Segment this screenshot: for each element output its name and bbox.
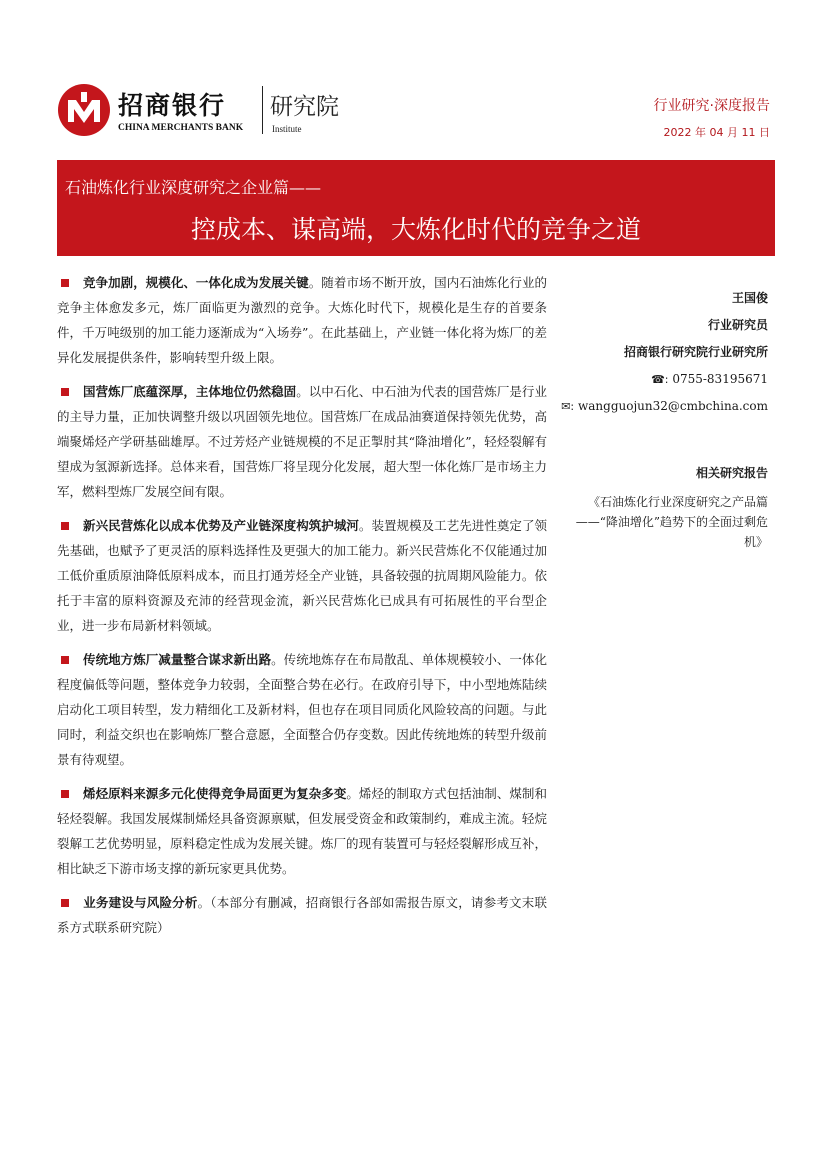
- related-report-item[interactable]: 《石油炼化行业深度研究之产品篇——“降油增化”趋势下的全面过剩危机》: [575, 495, 768, 549]
- phone-icon: ☎:: [651, 373, 669, 386]
- paragraph-lead: 竞争加剧，规模化、一体化成为发展关键: [83, 275, 309, 290]
- summary-paragraph-3: [57, 513, 547, 638]
- report-type: 行业研究·深度报告: [653, 98, 770, 114]
- paragraph-lead: 国营炼厂底蕴深厚，主体地位仍然稳固: [83, 384, 297, 399]
- summary-paragraph-1: [57, 270, 547, 370]
- cmb-logo-icon: [58, 84, 110, 136]
- summary-paragraph-2: [57, 379, 547, 504]
- logo-divider: [262, 86, 263, 134]
- email-icon: ✉:: [561, 400, 575, 413]
- square-bullet-icon: [61, 790, 69, 798]
- square-bullet-icon: [61, 656, 69, 664]
- paragraph-lead: 传统地方炼厂减量整合谋求新出路: [83, 652, 272, 667]
- paragraph-body: 。装置规模及工艺先进性奠定了领先基础，也赋予了更灵活的原料选择性及更强大的加工能力。新兴民营炼化不仅能通过加工低价重质原油降低原料成本，而且打通芳烃全产业链，具备较强的抗周期风险能力。依托于丰富的原料资源及充沛的经营现金流，新兴民营炼化已成具有可拓展性的平台型企业，进一步布局新材料领域。: [57, 518, 547, 633]
- paragraph-body: 。传统地炼存在布局散乱、单体规模较小、一体化程度偏低等问题，整体竞争力较弱，全面整合势在必行。在政府引导下，中小型地炼陆续启动化工项目转型，发力精细化工及新材料，但也存在项目同质化风险较高的问题。与此同时，利益交织也在影响炼厂整合意愿，全面整合仍存变数。因此传统地炼的转型升级前景有待观望。: [57, 652, 547, 767]
- paragraph-body: 。（本部分有删减，招商银行各部如需报告原文，请参考文末联系方式联系研究院）: [57, 895, 547, 935]
- author-position: 行业研究员: [707, 318, 768, 332]
- author-phone: 0755-83195671: [672, 372, 768, 386]
- paragraph-lead: 新兴民营炼化以成本优势及产业链深度构筑护城河: [83, 518, 359, 533]
- author-phone-row: [560, 366, 768, 393]
- paragraph-lead: 烯烃原料来源多元化使得竞争局面更为复杂多变: [83, 786, 347, 801]
- institute-english-name: Institute: [272, 124, 302, 134]
- author-name: 王国俊: [731, 291, 768, 305]
- summary-paragraph-6: [57, 890, 547, 940]
- banner-subtitle: 石油炼化行业深度研究之企业篇——: [65, 178, 322, 197]
- square-bullet-icon: [61, 899, 69, 907]
- summary-section: [57, 270, 547, 949]
- paragraph-body: 。烯烃的制取方式包括油制、煤制和轻烃裂解。我国发展煤制烯烃具备资源禀赋，但发展受资金和政策制约，难成主流。轻烷裂解工艺优势明显，原料稳定性成为发展关键。炼厂的现有装置可与轻烃裂解形成互补，相比缺乏下游市场支撑的新玩家更具优势。: [57, 786, 547, 876]
- paragraph-lead: 业务建设与风险分析: [83, 895, 198, 910]
- author-email-row: [560, 393, 768, 420]
- paragraph-body: 。随着市场不断开放，国内石油炼化行业的竞争主体愈发多元，炼厂面临更为激烈的竞争。大炼化时代下，规模化是生存的首要条件，千万吨级别的加工能力逐渐成为“入场券”。在此基础上，产业链一体化将为炼厂的差异化发展提供条件，影响转型升级上限。: [57, 275, 547, 365]
- square-bullet-icon: [61, 388, 69, 396]
- summary-paragraph-4: [57, 647, 547, 772]
- paragraph-body: 。以中石化、中石油为代表的国营炼厂是行业的主导力量，正加快调整升级以巩固领先地位。国营炼厂在成品油赛道保持领先优势，高端聚烯烃产学研基础雄厚。不过芳烃产业链规模的不足正掣肘其“降油增化”，轻烃裂解有望成为氢源新选择。总体来看，国营炼厂将呈现分化发展，超大型一体化炼厂是市场主力军，燃料型炼厂发展空间有限。: [57, 384, 547, 499]
- author-info: [560, 285, 768, 420]
- logo-english-name: CHINA MERCHANTS BANK: [118, 123, 244, 133]
- report-header: [0, 0, 827, 150]
- report-date: 2022 年 04 月 11 日: [663, 126, 770, 139]
- square-bullet-icon: [61, 279, 69, 287]
- related-reports-heading: 相关研究报告: [695, 466, 768, 480]
- author-email[interactable]: wangguojun32@cmbchina.com: [577, 399, 768, 413]
- institute-chinese-name: 研究院: [270, 94, 339, 120]
- author-organization: 招商银行研究院行业研究所: [623, 345, 768, 359]
- square-bullet-icon: [61, 522, 69, 530]
- summary-paragraph-5: [57, 781, 547, 881]
- report-title: 控成本、谋高端，大炼化时代的竞争之道: [190, 215, 641, 244]
- title-banner: [57, 160, 775, 256]
- logo-chinese-name: 招商银行: [118, 91, 227, 120]
